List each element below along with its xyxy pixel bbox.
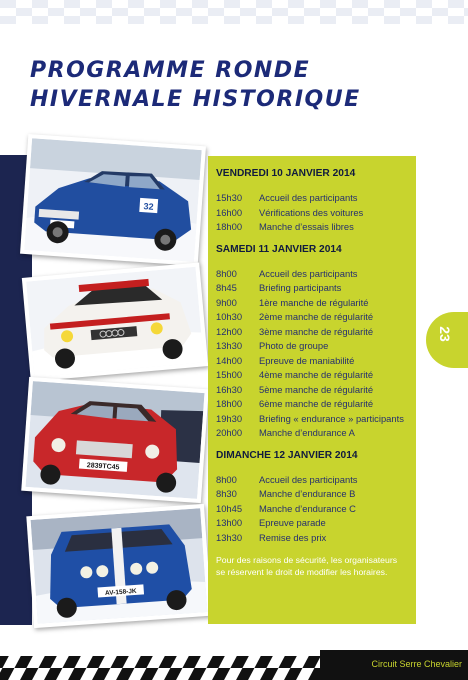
event-time: 20h00: [216, 427, 243, 438]
event-time: 18h00: [216, 221, 243, 232]
day-title: SAMEDI 11 JANVIER 2014: [216, 243, 342, 255]
photo-blue-rally-car: [20, 134, 206, 266]
day-friday: [216, 168, 416, 235]
event-time: 10h30: [216, 311, 243, 322]
event-label: 3ème manche de régularité: [259, 325, 374, 337]
event-time: 8h00: [216, 473, 237, 485]
event-label: Accueil des participants: [259, 267, 358, 279]
event-row: [216, 206, 416, 221]
event-row: [216, 502, 416, 517]
event-label: Manche d’essais libres: [259, 221, 354, 232]
event-row: [216, 267, 416, 282]
event-label: Accueil des participants: [259, 473, 358, 485]
event-time: 9h00: [216, 296, 237, 308]
schedule-disclaimer: Pour des raisons de sécurité, les organisateurs se réservent le droit de modifier les horaires.: [216, 555, 398, 577]
page-title: [30, 56, 450, 114]
event-time: 15h00: [216, 369, 243, 380]
photo-white-audi-rally-car: [22, 262, 208, 381]
event-row: [216, 220, 416, 235]
event-row: [216, 368, 416, 383]
event-time: 8h45: [216, 282, 237, 293]
event-time: 13h30: [216, 531, 243, 543]
event-time: 12h00: [216, 325, 243, 337]
page-title-line-2: HIVERNALE HISTORIQUE: [30, 87, 361, 112]
event-time: 13h00: [216, 517, 243, 528]
event-row: [216, 191, 416, 206]
event-time: 10h45: [216, 502, 243, 514]
event-label: Manche d’endurance B: [259, 488, 356, 499]
event-row: [216, 339, 416, 354]
event-time: 8h00: [216, 267, 237, 279]
event-label: Epreuve de maniabilité: [259, 354, 355, 366]
event-time: 15h30: [216, 192, 243, 203]
event-row: [216, 531, 416, 546]
page-number: 23: [437, 326, 453, 342]
event-time: 18h00: [216, 398, 243, 409]
event-row: [216, 310, 416, 325]
event-label: 6ème manche de régularité: [259, 398, 374, 409]
event-label: Accueil des participants: [259, 192, 358, 203]
photo-blue-renault-gordini: [26, 504, 211, 628]
event-label: Manche d’endurance A: [259, 427, 355, 438]
event-row: [216, 516, 416, 531]
event-label: 1ère manche de régularité: [259, 296, 369, 308]
event-label: Epreuve parade: [259, 517, 326, 528]
event-time: 14h00: [216, 354, 243, 366]
day-sunday: [216, 450, 416, 546]
event-row: [216, 354, 416, 369]
footer-location: Circuit Serre Chevalier: [371, 659, 462, 669]
license-plate-4: AV-158-JK: [104, 587, 137, 598]
event-label: 5ème manche de régularité: [259, 383, 374, 395]
event-label: Vérifications des voitures: [259, 206, 364, 218]
event-row: [216, 397, 416, 412]
photo-red-triumph-car: [21, 377, 209, 503]
day-title: DIMANCHE 12 JANVIER 2014: [216, 449, 358, 461]
event-label: 2ème manche de régularité: [259, 311, 374, 322]
schedule-panel: [208, 156, 416, 624]
event-label: Briefing participants: [259, 282, 342, 293]
day-saturday: [216, 244, 416, 441]
event-time: 16h00: [216, 206, 243, 218]
race-number: 32: [143, 201, 154, 212]
event-row: [216, 325, 416, 340]
event-row: [216, 412, 416, 427]
checkered-flag-banner-top: [0, 0, 468, 24]
event-row: [216, 296, 416, 311]
license-plate-3: 2839TC45: [86, 462, 120, 472]
event-time: 16h30: [216, 383, 243, 395]
page-title-line-1: PROGRAMME RONDE: [30, 58, 311, 83]
event-time: 13h30: [216, 340, 243, 351]
event-label: Photo de groupe: [259, 340, 329, 351]
event-time: 19h30: [216, 412, 243, 424]
event-row: [216, 473, 416, 488]
event-label: 4ème manche de régularité: [259, 369, 374, 380]
event-row: [216, 487, 416, 502]
event-row: [216, 281, 416, 296]
event-label: Briefing « endurance » participants: [259, 412, 404, 424]
event-time: 8h30: [216, 488, 237, 499]
event-row: [216, 426, 416, 441]
day-title: VENDREDI 10 JANVIER 2014: [216, 168, 356, 179]
event-label: Manche d’endurance C: [259, 502, 356, 514]
event-row: [216, 383, 416, 398]
event-label: Remise des prix: [259, 531, 327, 543]
